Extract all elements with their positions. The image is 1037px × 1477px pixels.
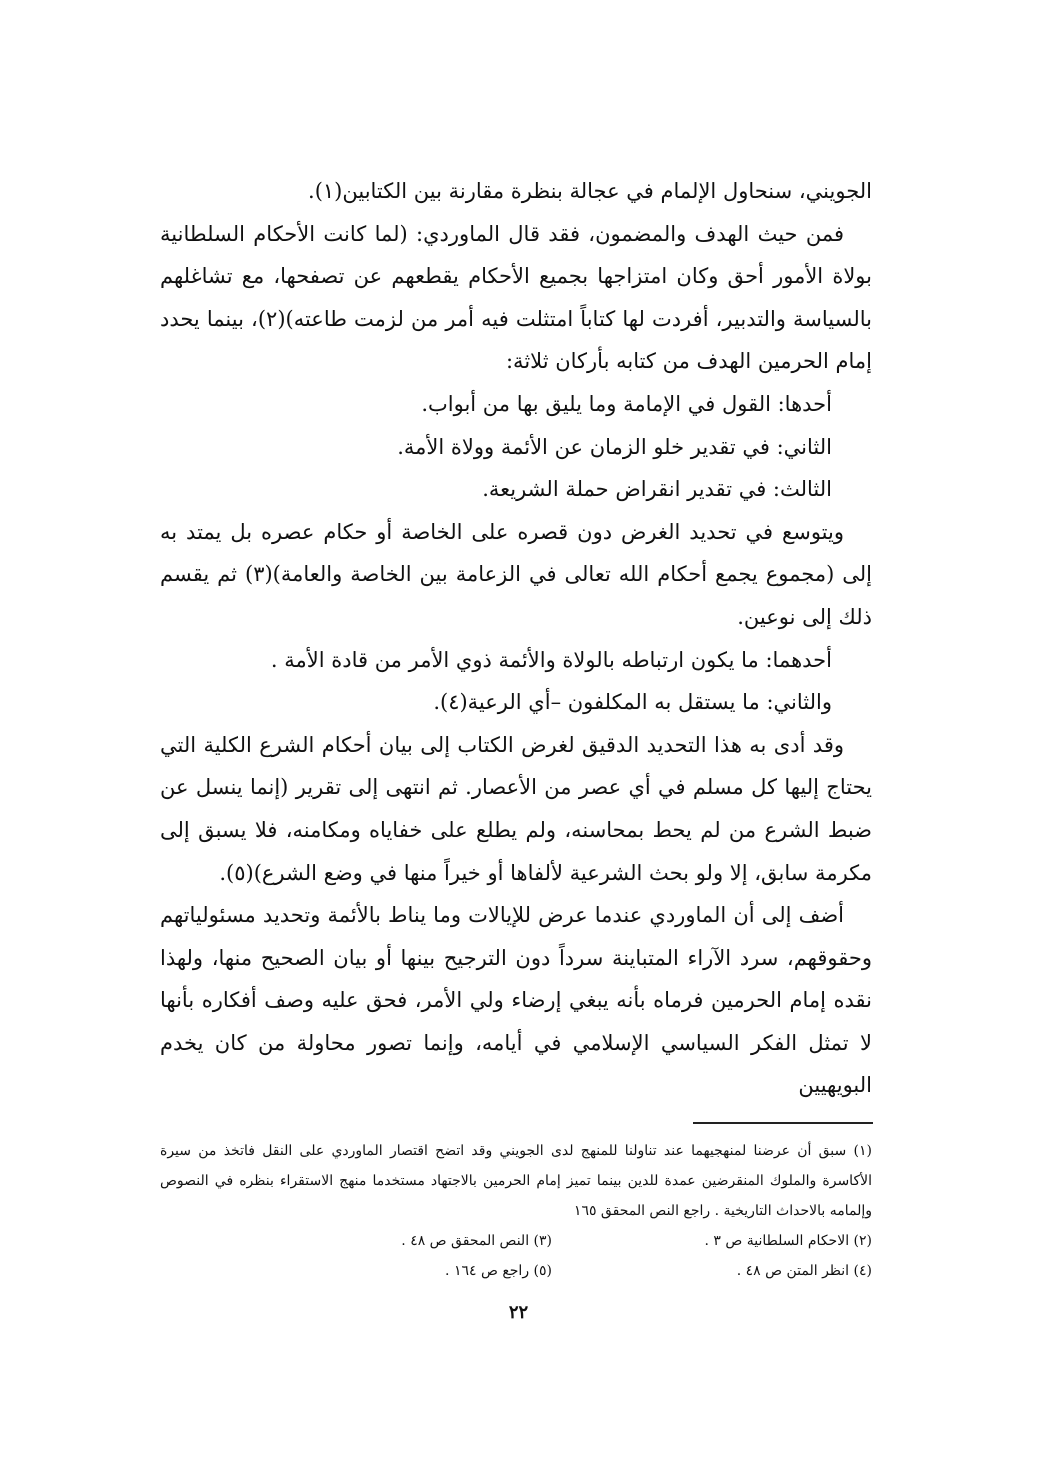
footnote-separator (693, 1122, 873, 1124)
paragraph-purpose: فمن حيث الهدف والمضمون، فقد قال الماوردي: (لما كانت الأحكام السلطانية بولاة الأمور أحق وكان امتزاجها بجميع الأحكام يقطعهم عن تصفحها، مع تشاغلهم بالسياسة والتدبير، أفردت لها كتاباً امتثلت فيه أمر من لزمت طاعته)(٢)، بينما يحدد إمام الحرمين الهدف من كتابه بأركان ثلاثة: (160, 221, 873, 374)
paragraph-continuation: الجويني، سنحاول الإلمام في عجالة بنظرة مقارنة بين الكتابين(١). (308, 179, 872, 203)
footnote-1: (١) سبق أن عرضنا لمنهجيهما عند تناولنا للمنهج لدى الجويني وقد اتضح اقتصار الماوردي على النقل فاتخذ من سيرة الأكاسرة والملوك المنقرضين عمدة للدين بينما تميز إمام الحرمين بالاجتهاد مستخدما منهج الاستقراء بنظره في النصوص وإلمامه بالاحداث التاريخية . راجع النص المحقق ١٦٥ (160, 1143, 872, 1219)
footnotes (160, 1136, 872, 1286)
paragraph-rulings: وقد أدى به هذا التحديد الدقيق لغرض الكتاب إلى بيان أحكام الشرع الكلية التي يحتاج إليها كل مسلم في أي عصر من الأعصار. ثم انتهى إلى تقرير (إنما ينسل عن ضبط الشرع من لم يحط بمحاسنه، ولم يطلع على خفاياه ومكامنه، فلا يسبق إلى مكرمة سابق، إلا ولو بحث الشرعية لألفاها أو خيراً منها في وضع الشرع)(٥). (160, 732, 872, 885)
footnote-3: (٣) النص المحقق ص ٤٨ . (401, 1233, 552, 1249)
list-item-first-type: أحدهما: ما يكون ارتباطه بالولاة والأئمة ذوي الأمر من قادة الأمة . (270, 647, 832, 672)
footnote-2: (٢) الاحكام السلطانية ص ٣ . (704, 1233, 872, 1249)
list-item-second-pillar: الثاني: في تقدير خلو الزمان عن الأئمة وولاة الأمة. (397, 434, 832, 459)
list-item-first-pillar: أحدها: القول في الإمامة وما يليق بها من أبواب. (421, 391, 832, 416)
list-item-third-pillar: الثالث: في تقدير انقراض حملة الشريعة. (482, 477, 832, 502)
paragraph-scope: ويتوسع في تحديد الغرض دون قصره على الخاصة أو حكام عصره بل يمتد به إلى (مجموع يجمع أحكام الله تعالى في الزعامة بين الخاصة والعامة)(٣) ثم يقسم ذلك إلى نوعين. (160, 519, 873, 629)
footnote-row-4-5 (160, 1256, 872, 1286)
main-text (160, 170, 872, 1107)
list-item-second-type: والثاني: ما يستقل به المكلفون –أي الرعية(٤). (433, 690, 832, 715)
paragraph-critique: أضف إلى أن الماوردي عندما عرض للإيالات وما يناط بالأئمة وتحديد مسئولياتهم وحقوقهم، سرد الآراء المتباينة سرداً دون الترجيح بينها أو بيان الصحيح منها، ولهذا نقده إمام الحرمين فرماه بأنه يبغي إرضاء ولي الأمر، فحق عليه وصف أفكاره بأنها لا تمثل الفكر السياسي الإسلامي في أيامه، وإنما تصور محاولة من كان يخدم البويهيين (160, 903, 872, 1098)
footnote-row-2-3 (160, 1226, 872, 1256)
page-number: ٢٢ (508, 1302, 529, 1323)
footnote-5: (٥) راجع ص ١٦٤ . (445, 1263, 552, 1279)
footnote-4: (٤) انظر المتن ص ٤٨ . (736, 1263, 872, 1279)
